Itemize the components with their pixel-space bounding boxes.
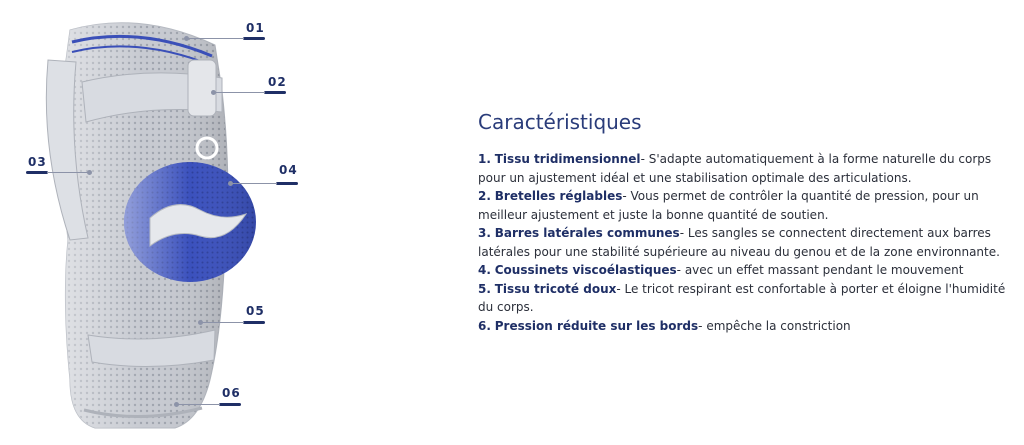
callout-number-01: 01 (246, 21, 265, 35)
features-title: Caractéristiques (478, 110, 642, 134)
callout-number-03: 03 (28, 155, 47, 169)
feature-description: - Les sangles se connectent directement aux barres latérales pour une stabilité supérieure au niveau du genou et de la zone environnante. (478, 226, 1000, 259)
callout-dot-04 (228, 181, 233, 186)
feature-description: - avec un effet massant pendant le mouvement (676, 263, 964, 277)
feature-description: - Vous permet de contrôler la quantité de pression, pour un meilleur ajustement et juste la bonne quantité de soutien. (478, 189, 979, 222)
callout-line-04 (230, 183, 277, 184)
feature-item-4 (478, 261, 1008, 280)
feature-name: Coussinets viscoélastiques (494, 263, 677, 277)
feature-name: Tissu tridimensionnel (494, 152, 641, 166)
callout-number-04: 04 (279, 163, 298, 177)
callout-dot-01 (184, 36, 189, 41)
feature-number: 5. (478, 281, 491, 296)
feature-description: - empêche la constriction (698, 318, 851, 333)
feature-item-2 (478, 187, 1008, 224)
features-panel (478, 110, 1008, 335)
callout-bar-03 (26, 171, 48, 174)
feature-item-6 (478, 317, 1008, 336)
callout-dot-03 (87, 170, 92, 175)
callout-bar-02 (264, 91, 286, 94)
feature-name: Barres latérales communes (494, 226, 680, 240)
feature-description: - Le tricot respirant est confortable à porter et éloigne l'humidité du corps. (478, 281, 1006, 314)
callout-number-02: 02 (268, 75, 287, 89)
knee-brace-image (0, 0, 310, 445)
feature-number: 6. (478, 318, 491, 333)
feature-number: 3. (478, 226, 491, 240)
callout-line-06 (176, 404, 220, 405)
callout-bar-04 (276, 182, 298, 185)
callout-number-06: 06 (222, 386, 241, 400)
callout-line-02 (213, 92, 265, 93)
feature-item-1 (478, 150, 1008, 187)
feature-name: Tissu tricoté doux (494, 281, 617, 296)
callout-dot-02 (211, 90, 216, 95)
callout-bar-01 (243, 37, 265, 40)
callout-line-03 (47, 172, 89, 173)
callout-line-01 (186, 38, 244, 39)
callout-number-05: 05 (246, 304, 265, 318)
feature-number: 4. (478, 263, 491, 277)
feature-name: Pression réduite sur les bords (494, 318, 699, 333)
feature-item-3 (478, 224, 1008, 261)
feature-number: 2. (478, 189, 491, 203)
feature-description: - S'adapte automatiquement à la forme naturelle du corps pour un ajustement idéal et une stabilisation optimale des articulations. (478, 152, 992, 185)
callout-line-05 (200, 322, 244, 323)
callout-dot-05 (198, 320, 203, 325)
callout-bar-06 (219, 403, 241, 406)
feature-name: Bretelles réglables (494, 189, 623, 203)
callout-bar-05 (243, 321, 265, 324)
callout-dot-06 (174, 402, 179, 407)
feature-item-5 (478, 280, 1008, 317)
feature-number: 1. (478, 152, 491, 166)
